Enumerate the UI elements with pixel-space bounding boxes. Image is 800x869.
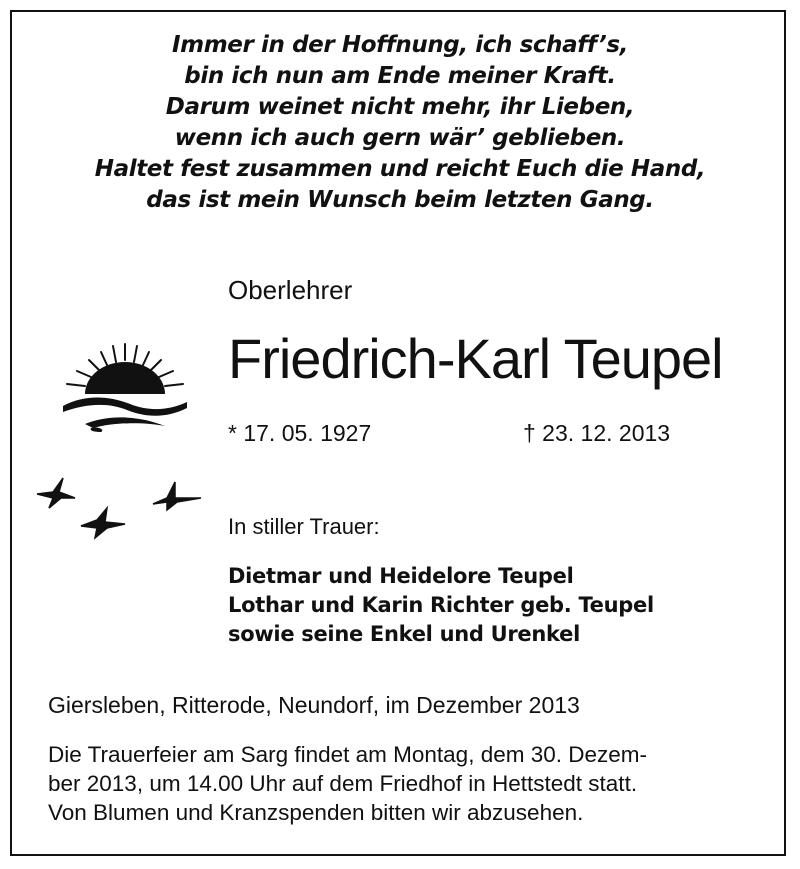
deceased-title: Oberlehrer (228, 275, 353, 305)
family-member: sowie seine Enkel und Urenkel (228, 622, 580, 646)
notice-line: Von Blumen und Kranzspenden bitten wir abzusehen. (48, 800, 584, 825)
poem-line: Darum weinet nicht mehr, ihr Lieben, (165, 94, 635, 120)
poem-line: Immer in der Hoffnung, ich schaff’s, (172, 32, 628, 58)
flying-birds-icon (35, 468, 215, 548)
funeral-notice (48, 740, 758, 827)
poem-line: das ist mein Wunsch beim letzten Gang. (146, 187, 654, 213)
family-member: Lothar und Karin Richter geb. Teupel (228, 593, 654, 617)
death-date: † 23. 12. 2013 (523, 420, 671, 446)
family-member: Dietmar und Heidelore Teupel (228, 564, 574, 588)
sunset-over-hills-icon (55, 338, 195, 438)
mourning-label: In stiller Trauer: (228, 514, 380, 539)
birth-date: * 17. 05. 1927 (228, 420, 372, 446)
memorial-poem (20, 30, 780, 216)
poem-line: Haltet fest zusammen und reicht Euch die Hand, (94, 156, 706, 182)
notice-line: ber 2013, um 14.00 Uhr auf dem Friedhof in Hettstedt statt. (48, 771, 638, 796)
place-and-date: Giersleben, Ritterode, Neundorf, im Dezember 2013 (48, 692, 580, 718)
deceased-name: Friedrich-Karl Teupel (228, 327, 723, 390)
poem-line: bin ich nun am Ende meiner Kraft. (184, 63, 616, 89)
notice-line: Die Trauerfeier am Sarg findet am Montag, dem 30. Dezem- (48, 742, 648, 767)
poem-line: wenn ich auch gern wär’ geblieben. (174, 125, 626, 151)
family-list (228, 562, 654, 649)
